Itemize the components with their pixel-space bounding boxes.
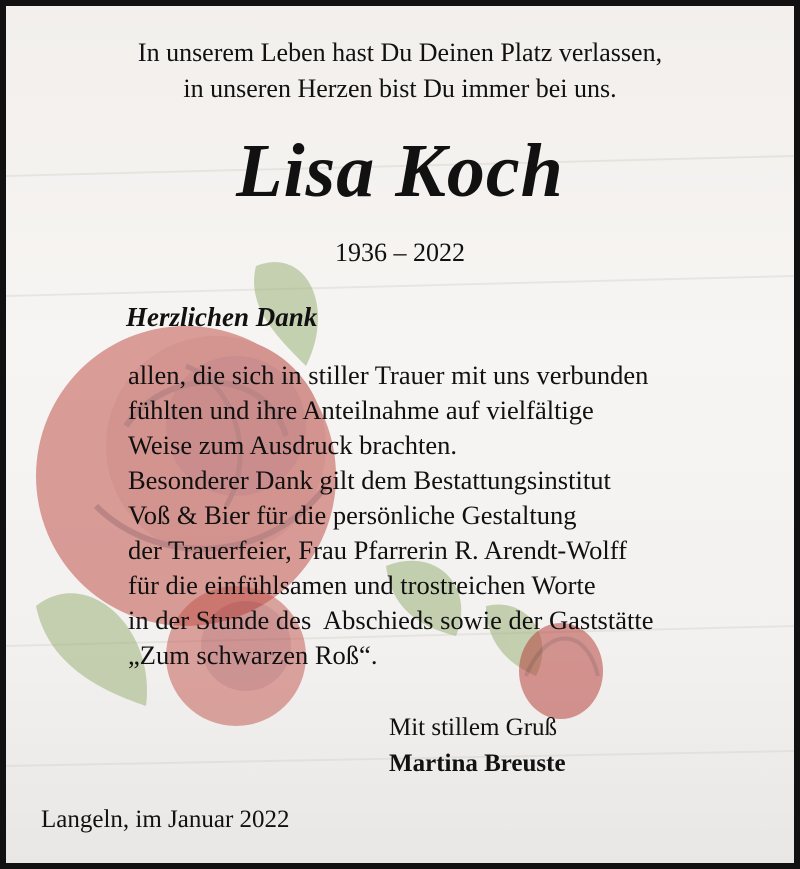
place-and-date: Langeln, im Januar 2022 (41, 806, 290, 833)
greeting: Mit stillem Gruß (389, 714, 558, 741)
deceased-name: Lisa Koch (236, 129, 564, 213)
thanks-line: allen, die sich in stiller Trauer mit uns verbunden (128, 360, 649, 390)
thanks-line: Weise zum Ausdruck brachten. (128, 430, 458, 460)
thanks-line: Besonderer Dank gilt dem Bestattungsinstitut (128, 465, 611, 495)
thanks-heading: Herzlichen Dank (126, 302, 318, 332)
intro-line-2: in unseren Herzen bist Du immer bei uns. (183, 74, 617, 103)
life-years: 1936 – 2022 (335, 238, 465, 267)
intro-line-1: In unserem Leben hast Du Deinen Platz verlassen, (137, 38, 663, 67)
signature-name: Martina Breuste (389, 750, 566, 777)
thanks-line: für die einfühlsamen und trostreichen Worte (128, 570, 596, 600)
thanks-line: fühlten und ihre Anteilnahme auf vielfältige (128, 395, 594, 425)
thanks-text (128, 358, 653, 673)
thanks-line: in der Stunde des Abschieds sowie der Gaststätte (128, 605, 654, 635)
thanks-line: Voß & Bier für die persönliche Gestaltung (128, 500, 577, 530)
thanks-line: der Trauerfeier, Frau Pfarrerin R. Arendt-Wolff (128, 535, 627, 565)
thanks-line: „Zum schwarzen Roß“. (128, 640, 378, 670)
